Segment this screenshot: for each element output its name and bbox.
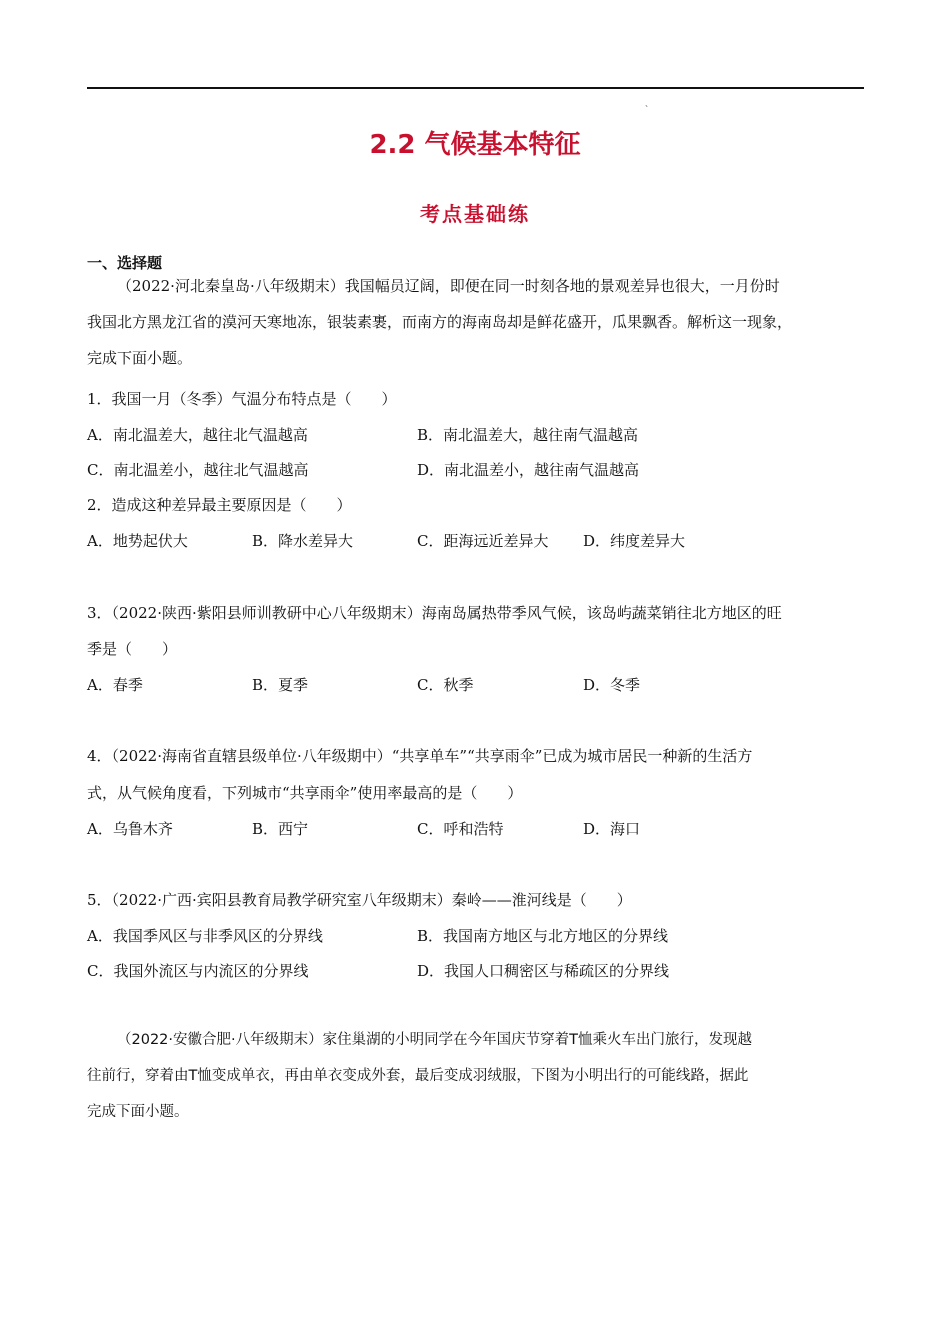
question-2-option-c[interactable]: C．距海远近差异大 — [417, 532, 549, 550]
question-5-stem: 5．（2022·广西·宾阳县教育局教学研究室八年级期末）秦岭——淮河线是（ ） — [87, 891, 632, 909]
question-3-option-a[interactable]: A．春季 — [87, 676, 143, 694]
question-4-option-d[interactable]: D．海口 — [583, 820, 641, 838]
question-2-option-b[interactable]: B．降水差异大 — [252, 532, 354, 550]
passage-2-line: 往前行，穿着由T恤变成单衣，再由单衣变成外套，最后变成羽绒服，下图为小明出行的可能线路，据此 — [87, 1068, 749, 1084]
page-title: 2.2 气候基本特征 — [369, 130, 581, 160]
question-3-option-d[interactable]: D．冬季 — [583, 676, 641, 694]
question-3-stem-line-2: 季是（ ） — [87, 640, 178, 658]
passage-2-line: （2022·安徽合肥·八年级期末）家住巢湖的小明同学在今年国庆节穿着T恤乘火车出门旅行，发现越 — [117, 1032, 752, 1048]
passage-2-line: 完成下面小题。 — [87, 1104, 189, 1120]
question-3-stem-line-1: 3．（2022·陕西·紫阳县师训教研中心八年级期末）海南岛属热带季风气候，该岛屿蔬菜销往北方地区的旺 — [87, 604, 782, 622]
question-2-option-a[interactable]: A．地势起伏大 — [87, 532, 188, 550]
question-1-option-a[interactable]: A．南北温差大，越往北气温越高 — [87, 426, 308, 444]
question-5-option-a[interactable]: A．我国季风区与非季风区的分界线 — [87, 927, 323, 945]
question-3-option-b[interactable]: B．夏季 — [252, 676, 309, 694]
question-5-option-d[interactable]: D．我国人口稠密区与稀疏区的分界线 — [417, 962, 670, 980]
question-3-option-c[interactable]: C．秋季 — [417, 676, 474, 694]
question-5-option-b[interactable]: B．我国南方地区与北方地区的分界线 — [417, 927, 669, 945]
header-rule — [87, 87, 864, 89]
page-subtitle: 考点基础练 — [420, 202, 530, 226]
passage-1-line: （2022·河北秦皇岛·八年级期末）我国幅员辽阔，即便在同一时刻各地的景观差异也很大，一月份时 — [117, 277, 780, 295]
question-2-stem: 2．造成这种差异最主要原因是（ ） — [87, 496, 352, 514]
question-4-option-a[interactable]: A．乌鲁木齐 — [87, 820, 173, 838]
question-4-option-c[interactable]: C．呼和浩特 — [417, 820, 504, 838]
question-4-stem-line-1: 4．（2022·海南省直辖县级单位·八年级期中）“共享单车”“共享雨伞”已成为城市居民一种新的生活方 — [87, 747, 753, 765]
section-heading: 一、选择题 — [87, 254, 163, 272]
passage-1-line: 我国北方黑龙江省的漠河天寒地冻，银装素裹，而南方的海南岛却是鲜花盛开，瓜果飘香。解析这一现象， — [87, 313, 793, 331]
question-1-option-b[interactable]: B．南北温差大，越往南气温越高 — [417, 426, 639, 444]
passage-1 — [87, 268, 867, 376]
passage-1-line: 完成下面小题。 — [87, 349, 193, 367]
question-1-option-c[interactable]: C．南北温差小，越往北气温越高 — [87, 461, 309, 479]
question-1-stem: 1．我国一月（冬季）气温分布特点是（ ） — [87, 390, 397, 408]
question-2-option-d[interactable]: D．纬度差异大 — [583, 532, 686, 550]
question-4-stem-line-2: 式，从气候角度看，下列城市“共享雨伞”使用率最高的是（ ） — [87, 784, 523, 802]
header-mark: 、 — [645, 99, 653, 108]
question-1-option-d[interactable]: D．南北温差小，越往南气温越高 — [417, 461, 640, 479]
question-4-option-b[interactable]: B．西宁 — [252, 820, 309, 838]
question-5-option-c[interactable]: C．我国外流区与内流区的分界线 — [87, 962, 309, 980]
passage-2 — [87, 1022, 867, 1130]
